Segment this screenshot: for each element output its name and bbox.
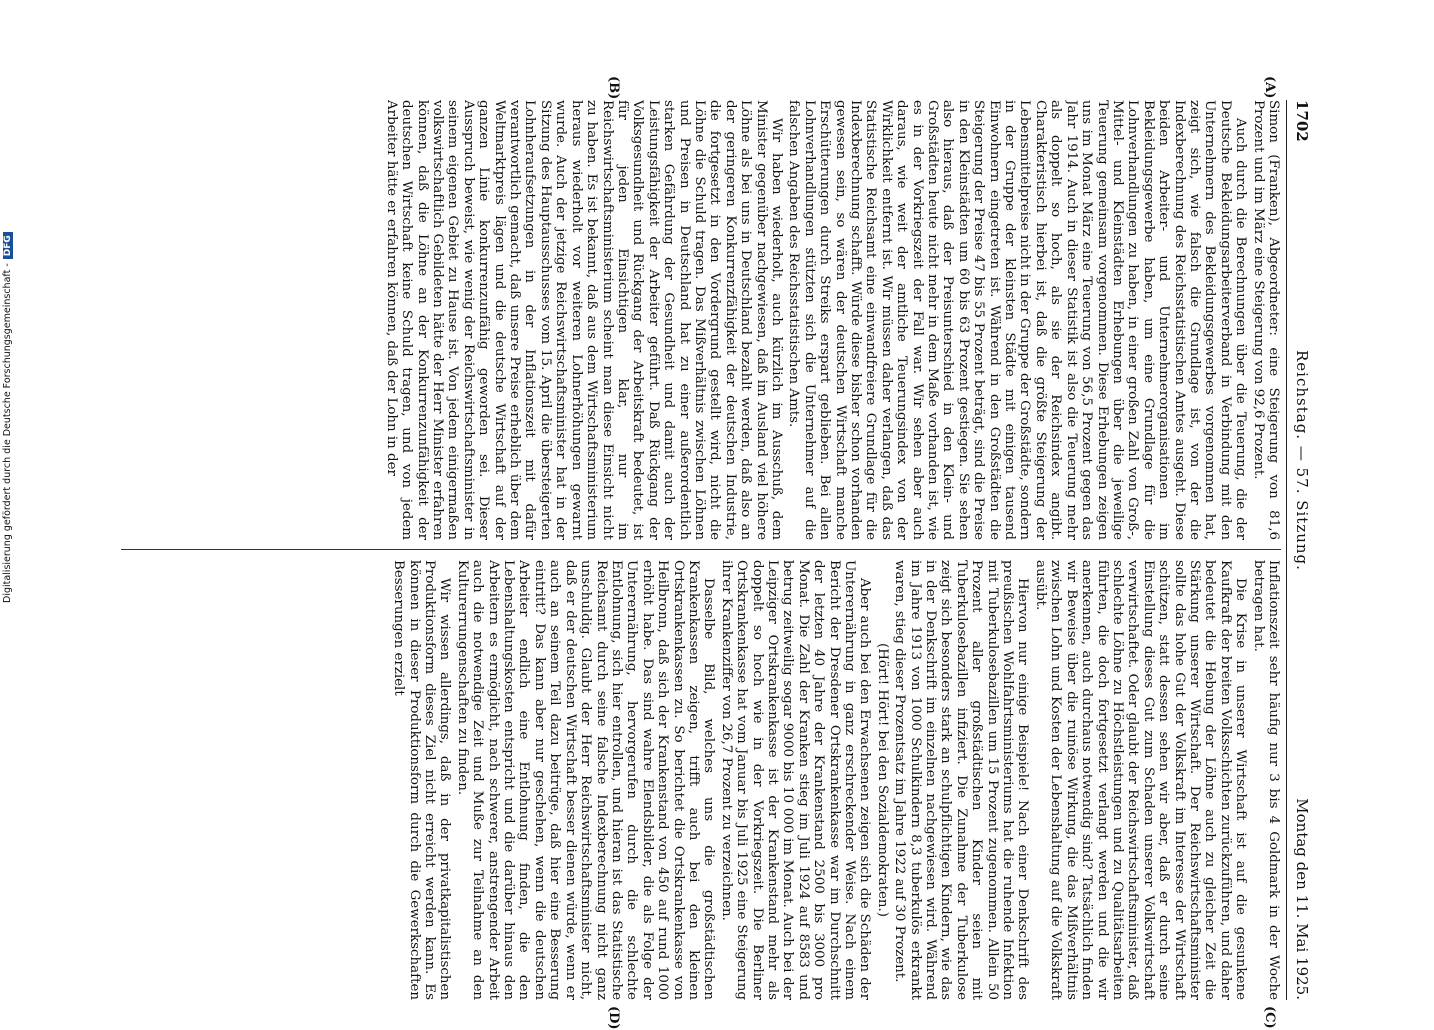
paragraph: Wir wissen allerdings, daß in der privatkapitalistischen Produktionsform dieses Ziel nicht erreicht werden kann. Es können in dieser Produktionsform durch die Gewerkschaften Besserungen erzielt: [391, 560, 453, 1000]
paragraph: Inflationszeit sehr häufig nur 3 bis 4 Goldmark in der Woche betragen hat.: [1250, 560, 1281, 1000]
margin-marker-a: (A): [1262, 76, 1277, 99]
right-column: [121, 560, 1281, 1000]
margin-marker-c: (C): [1262, 1006, 1277, 1029]
left-column: [121, 100, 1281, 540]
paragraph: Auch durch die Berechnungen über die Teuerung, die der Deutsche Bekleidungsarbeiterverband in Verbindung mit den Unternehmern des Bekleidungsgewerbes vorgenommen hat, zeigt sich, wie falsch die Grundlage ist, von der die Indexberechnung des Reichsstatistischen Amtes ausgeht. Diese beiden Arbeiter- und Unternehmerorganisationen im Bekleidungsgewerbe haben, um eine Grundlage für die Lohnverhandlungen zu haben, in einer großen Zahl von Groß-, Mittel- und Kleinstädten Erhebungen über die jeweilige Teuerung gemeinsam vorgenommen. Diese Erhebungen zeigen uns im Monat März eine Teuerung von 56,5 Prozent gegen das Jahr 1914. Auch in dieser Statistik ist also die Teuerung mehr als doppelt so hoch, als sie der Reichsindex angibt. Charakteristisch hierbei ist, daß die größte Steigerung der Lebensmittelpreise nicht in der Gruppe der Großstädte, sondern in der Gruppe der kleinsten Städte mit einigen tausend Einwohnern eingetreten ist. Während in den Großstädten die Steigerung der Preise 47 bis 55 Prozent beträgt, sind die Preise in den Kleinstädten um 60 bis 63 Prozent gestiegen. Sie sehen also hieraus, daß der Preisunterschied in den Klein- und Großstädten heute nicht mehr in dem Maße vorhanden ist, wie es in der Vorkriegszeit der Fall war. Wir sehen aber auch daraus, wie weit der amtliche Teuerungsindex von der Wirklichkeit entfernt ist. Wir müssen daher verlangen, daß das Statistische Reichsamt eine einwandfreiere Grundlage für die Indexberechnung schafft. Würde diese bisher schon vorhanden gewesen sein, so wären der deutschen Wirtschaft manche Erschütterungen durch Streiks erspart geblieben. Bei allen Lohnverhandlungen stützten sich die Unternehmer auf die falschen Angaben des Reichsstatistischen Amts.: [786, 100, 1249, 540]
paragraph: Wir haben wiederholt, auch kürzlich im Ausschuß, dem Minister gegenüber nachgewiesen, daß im Ausland viel höhere Löhne als bei uns in Deutschland bezahlt werden, daß also an der geringeren Konkurrenzfähigkeit der deutschen Industrie, die fortgesetzt in den Vordergrund gestellt wird, nicht die Löhne die Schuld tragen. Das Mißverhältnis zwischen Löhnen und Preisen in Deutschland hat zu einer außerordentlich starken Gefährdung der Gesundheit und damit auch der Leistungsfähigkeit der Arbeiter geführt. Daß Rückgang der Volksgesundheit und Rückgang der Arbeitskraft bedeutet, ist für jeden Einsichtigen klar, nur im Reichswirtschaftsministerium scheint man diese Einsicht nicht zu haben. Es ist bekannt, daß aus dem Wirtschaftsministerium heraus wiederholt vor weiteren Lohnerhöhungen gewarnt wurde. Auch der jetzige Reichswirtschaftsminister hat in der Sitzung des Hauptausschusses vom 15. April die übersteigerten Lohnheraufsetzungen in der Inflationszeit mit dafür verantwortlich gemacht, daß unsere Preise erheblich über dem Weltmarktpreis lägen und die deutsche Wirtschaft auf der ganzen Linie konkurrenzunfähig geworden sei. Dieser Ausspruch beweist, wie wenig der Reichswirtschaftsminister in seinem eigenen Gebiet zu Hause ist. Von jedem einigermaßen volkswirtschaftlich Gebildeten hätte der Herr Minister erfahren können, daß die Löhne an der Konkurrenzunfähigkeit der deutschen Wirtschaft keine Schuld tragen, und von jedem Arbeiter hätte er erfahren können, daß der Lohn in der: [383, 100, 784, 540]
header-divider: [1286, 100, 1287, 1000]
page-number: 1702: [1293, 100, 1311, 142]
paragraph: Simon (Franken), Abgeordneter: eine Steigerung von 81,6 Prozent und im März eine Steigerung von 92,6 Prozent.: [1250, 100, 1281, 540]
margin-marker-b: (B): [606, 76, 621, 100]
page-header: [1283, 100, 1317, 1000]
paragraph: Dasselbe Bild, welches uns die großstädtischen Krankenkassen zeigen, trifft auch bei den kleinen Ortskrankenkassen zu. So berichtet die Ortskrankenkasse von Heilbronn, daß sich der Krankenstand von 450 auf rund 1000 erhöht habe. Das sind wahre Elendsbilder, die als Folge der Unterernährung, hervorgerufen durch die schlechte Entlohnung, sich hier entrollen, und hieran ist das Statistische Reichsamt durch seine falsche Indexberechnung nicht ganz unschuldig. Glaubt der Herr Reichswirtschaftsminister nicht, daß er der deutschen Wirtschaft besser dienen würde, wenn er auch an seinem Teil dazu beitrüge, daß hier eine Besserung eintritt? Das kann aber nur geschehen, wenn die deutschen Arbeiter endlich eine Entlohnung finden, die den Lebenshaltungskosten entspricht und die darüber hinaus den Arbeitern es ermöglicht, nach schwerer, anstrengender Arbeit auch die notwendige Zeit und Muße zur Teilnahme an den Kulturerrungenschaften zu finden.: [454, 560, 717, 1000]
interjection: (Hört! Hört! bei den Sozialdemokraten.): [874, 643, 890, 917]
paragraph: Die Krise in unserer Wirtschaft ist auf die gesunkene Kaufkraft der breiten Volksschichten zurückzuführen, und daher bedeutet die Hebung der Löhne auch zu gleicher Zeit die Stärkung unserer Wirtschaft. Der Reichswirtschaftsminister sollte das hohe Gut der Volkskraft im Interesse der Wirtschaft schützen, statt dessen sehen wir aber, daß er durch seine Einstellung dieses Gut zum Schaden unserer Volkswirtschaft verwirtschaftet. Oder glaubt der Reichswirtschaftsminister, daß schlechte Löhne zu Höchstleistungen und zu Qualitätsarbeiten führten, die doch fortgesetzt verlangt werden und die wir anerkennen, auch durchaus notwendig sind? Tatsächlich finden wir Beweise über die ruinöse Wirkung, die das Mißverhältnis zwischen Lohn und Kosten der Lebenshaltung auf die Volkskraft ausübt.: [1032, 560, 1249, 1000]
margin-marker-d: (D): [606, 1006, 621, 1030]
session-date: Montag den 11. Mai 1925.: [1293, 798, 1311, 1000]
rotated-newspaper-page: [117, 76, 1317, 1030]
column-divider: [121, 549, 1281, 550]
digitization-credit: [2, 213, 18, 603]
dfg-logo: DFG: [3, 232, 13, 259]
paragraph: Hiervon nur einige Beispiele! Nach einer Denkschrift des preußischen Wohlfahrtsministeriums hat die ruhende Infektion mit Tuberkulosebazillen um 15 Prozent zugenommen. Allein 50 Prozent aller großstädtischen Kinder seien mit Tuberkulosebazillen infiziert. Die Zunahme der Tuberkulose zeigt sich besonders stark an schulpflichtigen Kindern, wie das in der Denkschrift im einzelnen nachgewiesen wird. Während im Jahre 1913 von 1000 Schulkindern 8,3 tuberkulös erkrankt waren, stieg dieser Prozentsatz im Jahre 1922 auf 30 Prozent.: [892, 560, 1031, 1000]
credit-text: Digitalisierung gefördert durch die Deutsche Forschungsgemeinschaft -: [2, 263, 13, 603]
paragraph: Aber auch bei den Erwachsenen zeigen sich die Schäden der Unterernährung in ganz erschreckender Weise. Nach einem Bericht der Dresdener Ortskrankenkasse war im Durchschnitt der letzten 40 Jahre der Krankenstand 2500 bis 3000 pro Monat. Die Zahl der Kranken stieg im Juli 1924 auf 8583 und betrug zeitweilig sogar 9000 bis 10 000 im Monat. Auch bei der Leipziger Ortskrankenkasse ist der Krankenstand mehr als doppelt so hoch wie in der Vorkriegszeit. Die Berliner Ortskrankenkasse hat vom Januar bis Juli 1925 eine Steigerung ihrer Krankenziffer von 26,7 Prozent zu verzeichnen.: [718, 560, 873, 1000]
session-title: Reichstag. — 57. Sitzung.: [1293, 350, 1311, 571]
